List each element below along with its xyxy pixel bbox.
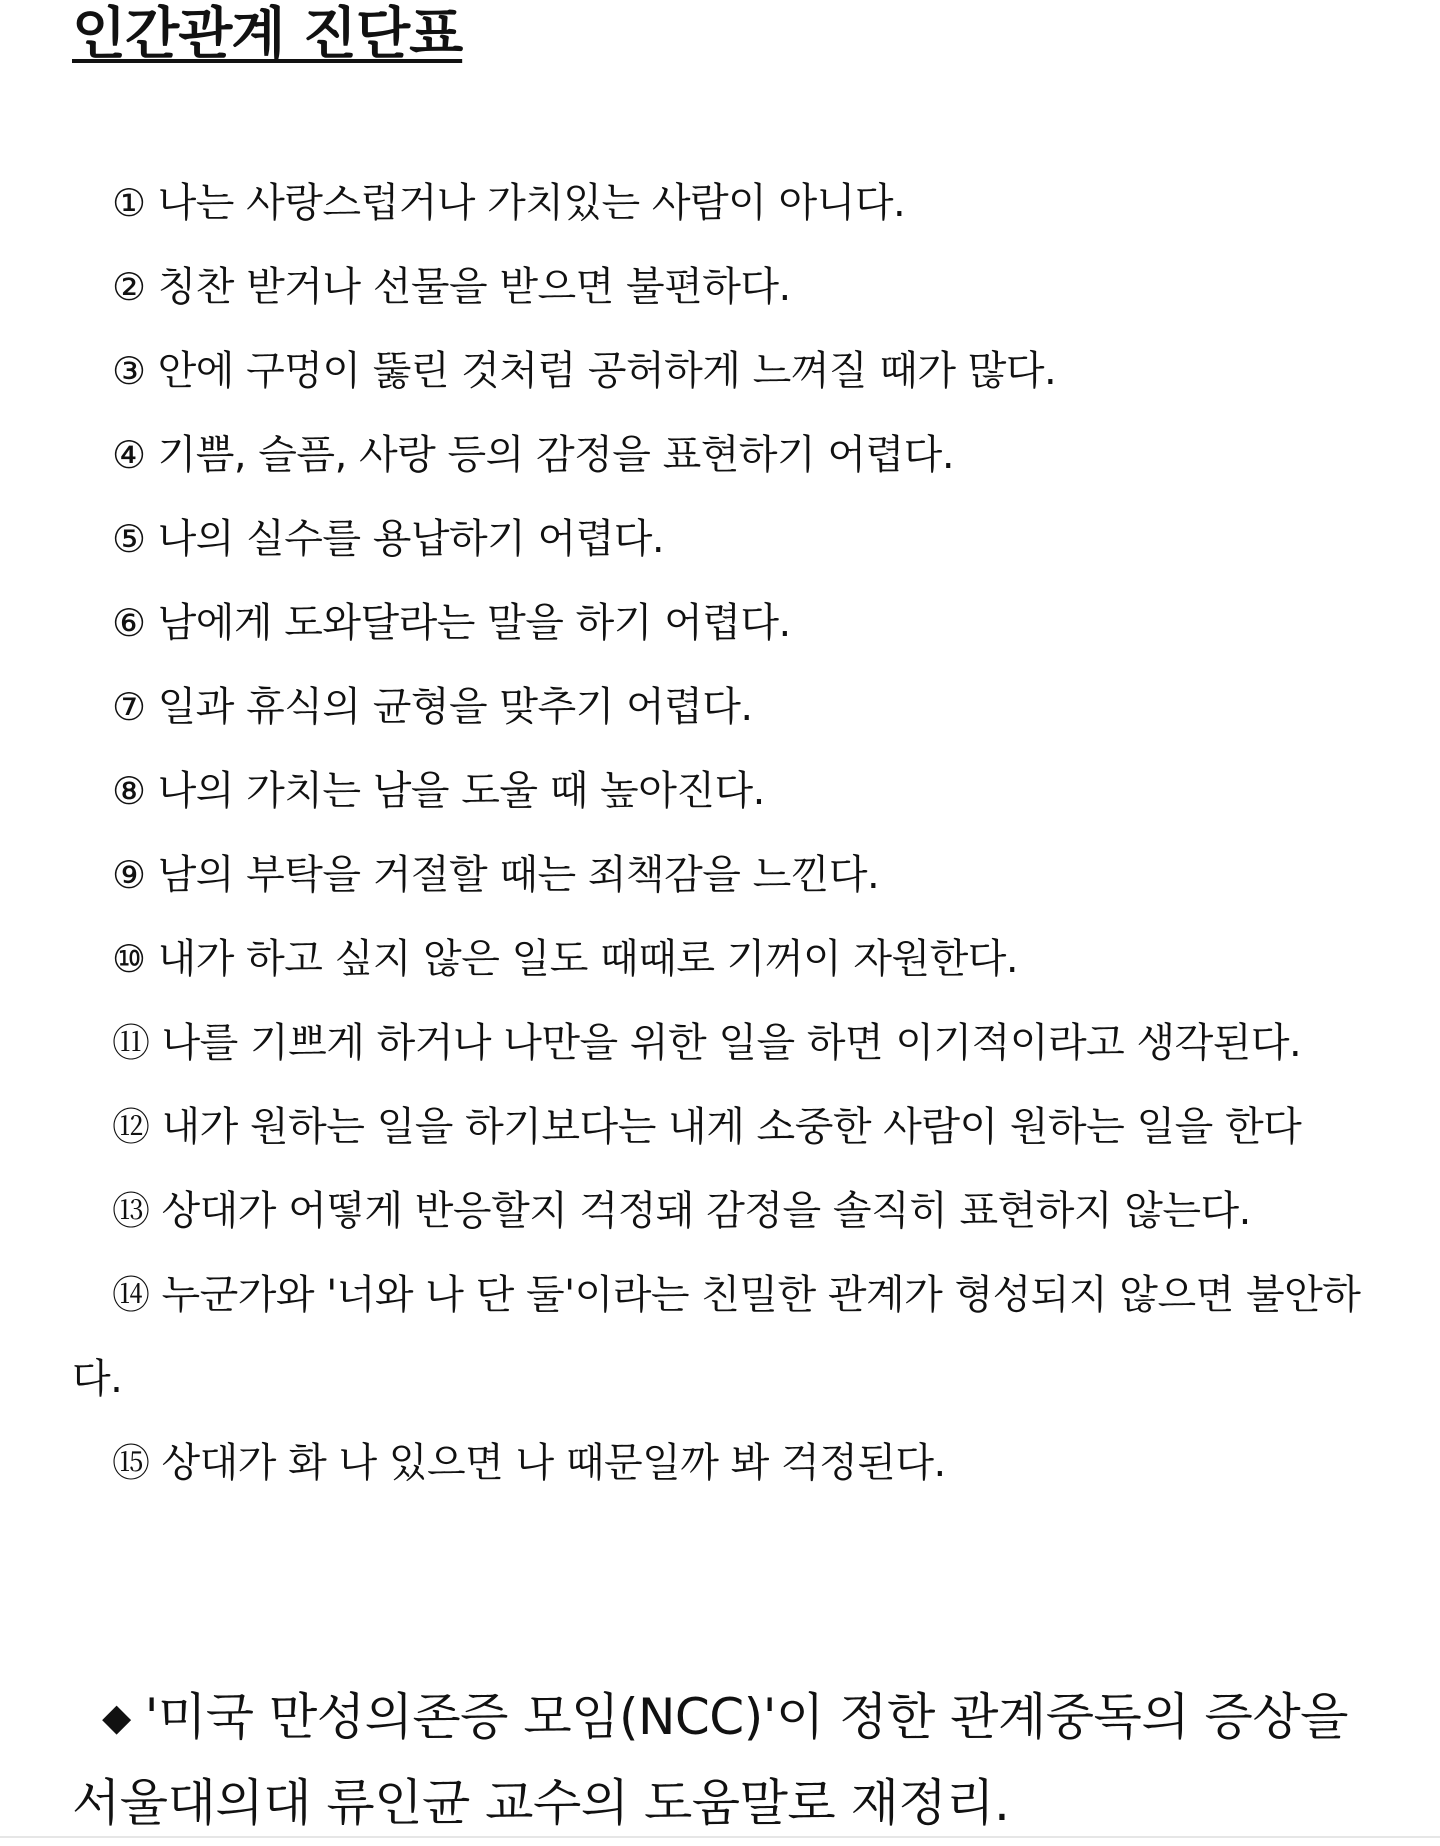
item-number: ⑬ bbox=[112, 1189, 150, 1233]
item-number: ⑦ bbox=[112, 685, 146, 729]
item-number: ⑪ bbox=[112, 1021, 150, 1065]
diamond-bullet-icon: ◆ bbox=[102, 1695, 131, 1739]
item-text: 상대가 어떻게 반응할지 걱정돼 감정을 솔직히 표현하지 않는다. bbox=[161, 1188, 1251, 1234]
item-text: 내가 하고 싶지 않은 일도 때때로 기꺼이 자원한다. bbox=[157, 936, 1019, 982]
checklist-item bbox=[72, 917, 1372, 1001]
source-note-text: '미국 만성의존증 모임(NCC)'이 정한 관계중독의 증상을 서울대의대 류인균 교수의 도움말로 재정리. bbox=[72, 1688, 1348, 1832]
checklist bbox=[72, 161, 1372, 1505]
item-text: 나의 가치는 남을 도울 때 높아진다. bbox=[157, 768, 765, 814]
item-text: 남에게 도와달라는 말을 하기 어렵다. bbox=[157, 600, 791, 646]
item-text: 칭찬 받거나 선물을 받으면 불편하다. bbox=[157, 264, 791, 310]
item-text: 안에 구멍이 뚫린 것처럼 공허하게 느껴질 때가 많다. bbox=[157, 348, 1057, 394]
checklist-item bbox=[72, 1169, 1372, 1253]
checklist-item bbox=[72, 749, 1372, 833]
page-title: 인간관계 진단표 bbox=[72, 2, 463, 67]
item-text: 남의 부탁을 거절할 때는 죄책감을 느낀다. bbox=[157, 852, 880, 898]
item-text: 누군가와 '너와 나 단 둘'이라는 친밀한 관계가 형성되지 않으면 불안하다. bbox=[72, 1272, 1361, 1402]
checklist-item bbox=[72, 329, 1372, 413]
item-text: 상대가 화 나 있으면 나 때문일까 봐 걱정된다. bbox=[161, 1440, 946, 1486]
item-text: 기쁨, 슬픔, 사랑 등의 감정을 표현하기 어렵다. bbox=[157, 432, 955, 478]
checklist-item bbox=[72, 161, 1372, 245]
checklist-item bbox=[72, 1085, 1372, 1169]
item-number: ⑥ bbox=[112, 601, 146, 645]
bottom-divider bbox=[0, 1836, 1440, 1838]
item-text: 내가 원하는 일을 하기보다는 내게 소중한 사람이 원하는 일을 한다 bbox=[161, 1104, 1302, 1150]
checklist-item bbox=[72, 1421, 1372, 1505]
item-number: ② bbox=[112, 265, 146, 309]
item-number: ③ bbox=[112, 349, 146, 393]
item-number: ⑤ bbox=[112, 517, 146, 561]
item-number: ⑧ bbox=[112, 769, 146, 813]
checklist-item bbox=[72, 665, 1372, 749]
checklist-item bbox=[72, 833, 1372, 917]
item-number: ⑮ bbox=[112, 1441, 150, 1485]
item-text: 일과 휴식의 균형을 맞추기 어렵다. bbox=[157, 684, 753, 730]
item-text: 나를 기쁘게 하거나 나만을 위한 일을 하면 이기적이라고 생각된다. bbox=[161, 1020, 1302, 1066]
item-number: ⑫ bbox=[112, 1105, 150, 1149]
checklist-item bbox=[72, 413, 1372, 497]
item-number: ① bbox=[112, 181, 146, 225]
item-number: ④ bbox=[112, 433, 146, 477]
checklist-item bbox=[72, 1253, 1372, 1421]
item-number: ⑭ bbox=[112, 1273, 150, 1317]
item-number: ⑩ bbox=[112, 937, 146, 981]
checklist-item bbox=[72, 245, 1372, 329]
item-text: 나는 사랑스럽거나 가치있는 사람이 아니다. bbox=[157, 180, 906, 226]
checklist-item bbox=[72, 497, 1372, 581]
source-note bbox=[72, 1674, 1392, 1846]
item-text: 나의 실수를 용납하기 어렵다. bbox=[157, 516, 665, 562]
checklist-item bbox=[72, 581, 1372, 665]
item-number: ⑨ bbox=[112, 853, 146, 897]
checklist-item bbox=[72, 1001, 1372, 1085]
